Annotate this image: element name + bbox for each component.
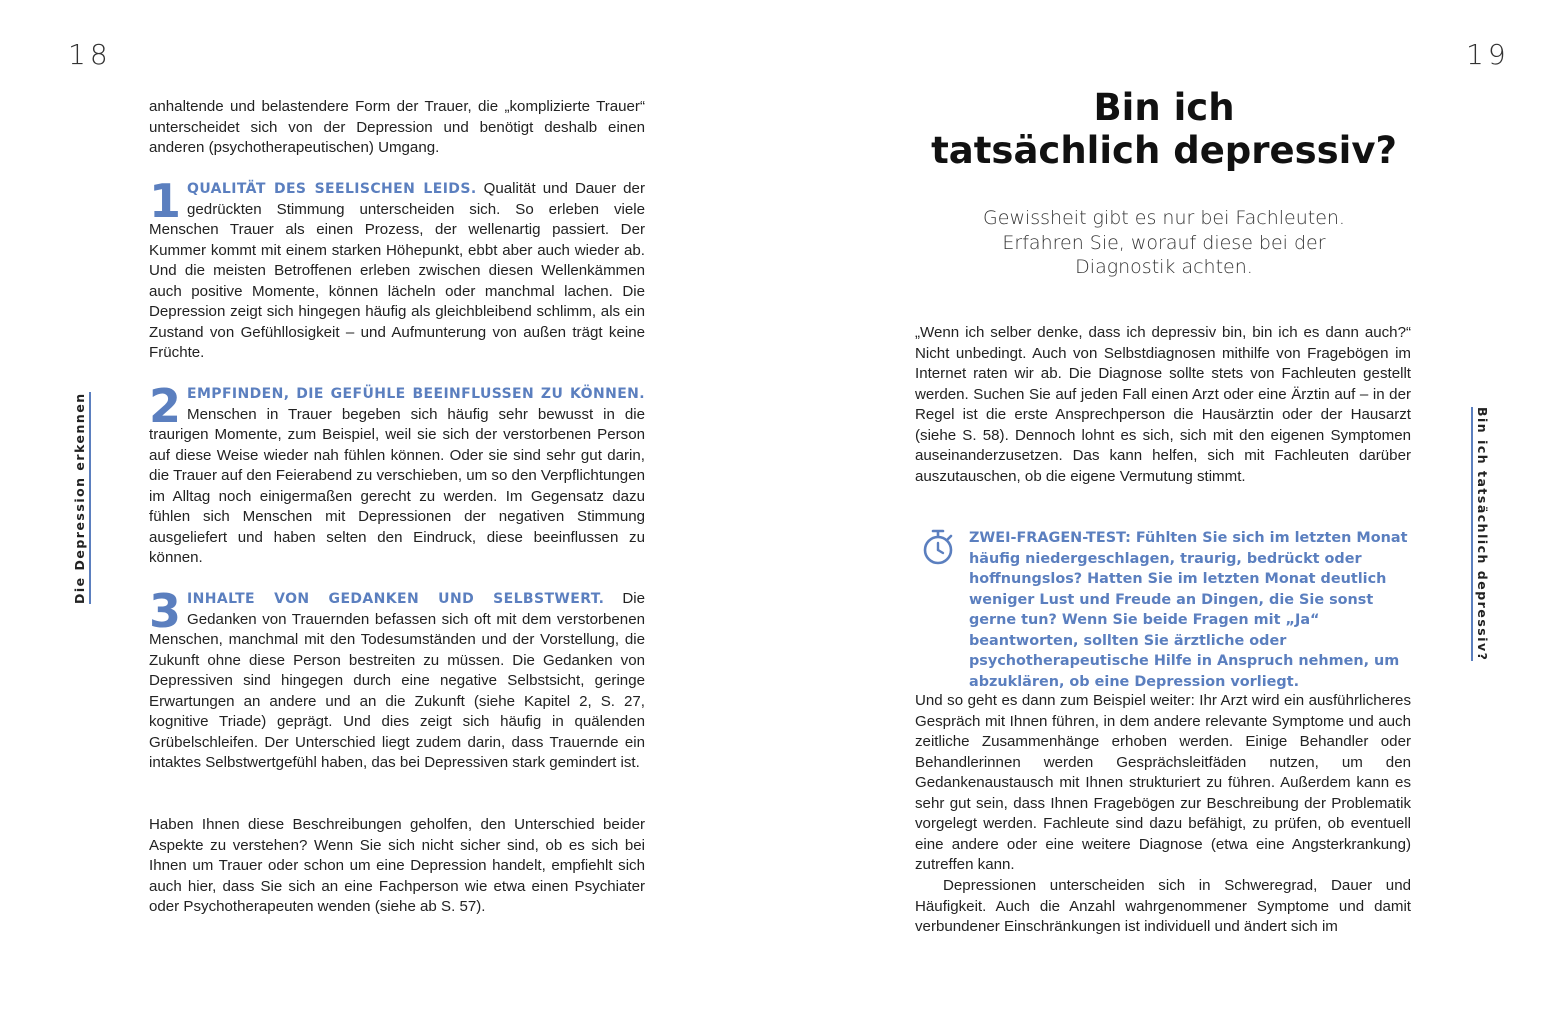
body-paragraph-3: Depressionen unterscheiden sich in Schweregrad, Dauer und Häufigkeit. Auch die Anzahl wahrgenommener Symptome und damit verbundener Einschränkungen ist individuell und ändert sich im (915, 877, 1411, 935)
item-body: Menschen in Trauer begeben sich häufig sehr bewusst in die traurigen Momente, zum Beispiel, weil sie sich der verstorbenen Person auf diese Weise wieder nah fühlen können. Oder sie sind sehr gut darin, die Trauer auf den Feierabend zu verschieben, um so den Verpflichtungen im Alltag noch einigermaßen gerecht zu werden. Im Gegensatz dazu fühlen sich Menschen mit Depressionen der negativen Stimmung ausgeliefert und haben selten den Eindruck, diese beeinflussen zu können. (149, 405, 645, 566)
closing-paragraph: Haben Ihnen diese Beschreibungen geholfen, den Unterschied beider Aspekte zu verstehen? Wenn Sie sich nicht sicher sind, ob es sich bei Ihnen um Trauer oder schon um eine Depression handelt, empfiehlt sich auch hier, dass Sie sich an eine Fachperson wie etwa einen Psychiater oder Psychotherapeuten wenden (siehe ab S. 57). (149, 816, 645, 915)
chapter-side-label-right (1472, 407, 1490, 662)
item-number: 2 (149, 379, 182, 433)
body-paragraph-2: Und so geht es dann zum Beispiel weiter: Ihr Arzt wird ein ausführlicheres Gespräch mit Ihnen führen, in dem andere relevante Symptome und auch zeitliche Zusammenhänge erhoben werden. Einige Behandler oder Behandlerinnen werden Gesprächsleitfäden nutzen, um den Gedankenaustausch mit Ihnen strukturiert zu führen. Außerdem kann es sehr gut sein, dass Ihnen Fragebögen zur Beschreibung der Problematik vorgelegt werden. Fachleute sind dazu befähigt, zu prüfen, ob eventuell eine andere oder eine weitere Diagnose (etwa eine Angsterkrankung) zutreffen kann. (915, 692, 1411, 873)
item-heading: QUALITÄT DES SEELISCHEN LEIDS. (187, 181, 477, 197)
intro-paragraph: anhaltende und belastendere Form der Trauer, die „komplizierte Trauer“ unterscheidet sich von der Depression und benötigt deshalb einen anderen (psychotherapeutischen) Umgang. (149, 98, 645, 156)
numbered-item-1 (149, 174, 645, 364)
body-paragraph-1: „Wenn ich selber denke, dass ich depressiv bin, bin ich es dann auch?“ Nicht unbedingt. Auch von Selbstdiagnosen mithilfe von Fragebögen im Internet raten wir ab. Die Diagnose sollte stets von Fachleuten gestellt werden. Suchen Sie auf jeden Fall einen Arzt oder eine Ärztin auf – in der Regel ist die erste Ansprechperson die Hausärztin oder der Hausarzt (siehe S. 58). Dennoch lohnt es sich, sich mit den eigenen Symptomen auseinanderzusetzen. Das kann helfen, sich mit Fachleuten darüber auszutauschen, ob die eigene Vermutung stimmt. (915, 324, 1411, 485)
title-line-1: Bin ich (1093, 86, 1235, 129)
item-body: Qualität und Dauer der gedrückten Stimmung unterscheiden sich. So erleben viele Menschen Trauer als einen Prozess, der wellenartig passiert. Der Kummer kommt mit einem starken Höhepunkt, ebbt aber auch wieder ab. Und die meisten Betroffenen erleben zwischen diesen Wellenkämmen auch positive Momente, können lächeln oder manchmal lachen. Die Depression zeigt sich hingegen häufig als gleichbleibend schlimm, als ein Zustand von Gefühllosigkeit – und Aufmunterung von außen trägt keine Früchte. (149, 180, 645, 361)
chapter-side-label-left (72, 392, 90, 604)
item-number: 1 (149, 174, 182, 228)
item-number: 3 (149, 584, 182, 638)
page-number-right: 19 (1466, 38, 1510, 71)
numbered-item-3 (149, 584, 645, 774)
item-heading: INHALTE VON GEDANKEN UND SELBSTWERT. (187, 591, 605, 607)
chapter-side-label-text: Die Depression erkennen (72, 392, 91, 604)
item-heading: EMPFINDEN, DIE GEFÜHLE BEEINFLUSSEN ZU KÖNNEN. (187, 386, 645, 402)
two-question-test-tip: ZWEI-FRAGEN-TEST: Fühlten Sie sich im letzten Monat häufig niedergeschlagen, traurig, bedrückt oder hoffnungslos? Hatten Sie im letzten Monat deutlich weniger Lust und Freude an Dingen, die Sie sonst gerne tun? Wenn Sie beide Fragen mit „Ja“ beantworten, sollten Sie ärztliche oder psychotherapeutische Hilfe in Anspruch nehmen, um abzuklären, ob eine Depression vorliegt. (969, 530, 1408, 690)
numbered-item-2 (149, 379, 645, 569)
chapter-side-label-text: Bin ich tatsächlich depressiv? (1471, 407, 1490, 661)
stopwatch-icon (918, 527, 958, 567)
item-body: Die Gedanken von Trauernden befassen sich oft mit dem verstorbenen Menschen, manchmal mit den Todesumständen und der Vorstellung, die Zukunft ohne diese Person bestreiten zu müssen. Die Gedanken von Depressiven sind hingegen durch eine negative Selbstsicht, geringe Erwartungen an andere und an die Zukunft (siehe Kapitel 2, S. 27, kognitive Triade) geprägt. Und dies zeigt sich häufig in quälenden Grübelschleifen. Der Unterschied liegt zudem darin, dass Trauernde ein intaktes Selbstwertgefühl haben, das bei Depressiven stark gemindert ist. (149, 590, 645, 771)
page-subtitle: Gewissheit gibt es nur bei Fachleuten. Erfahren Sie, worauf diese bei der Diagnostik achten. (983, 207, 1345, 278)
page-title (915, 86, 1413, 172)
page-number-left: 18 (68, 38, 112, 71)
title-line-2: tatsächlich depressiv? (931, 129, 1397, 172)
